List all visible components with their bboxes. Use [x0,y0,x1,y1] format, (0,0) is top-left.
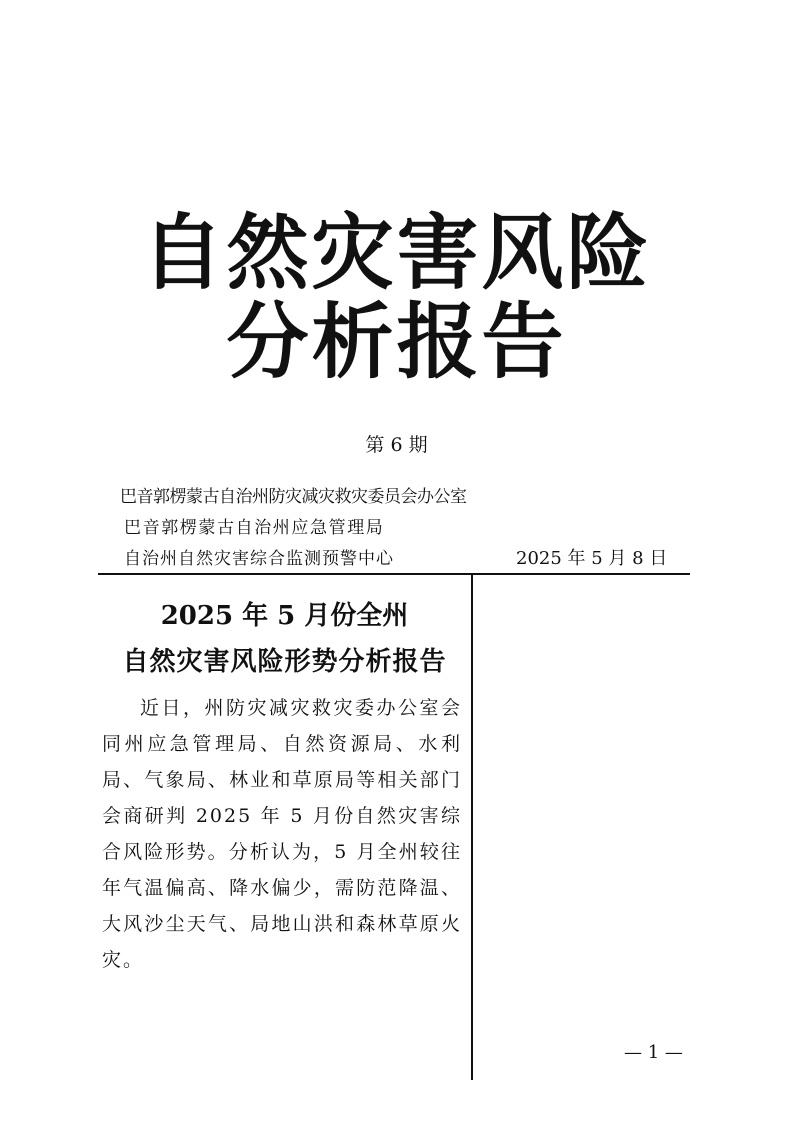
article-title-line-1: 2025 年 5 月份全州 [160,601,409,631]
issuer-line-1: 巴音郭楞蒙古自治州防灾减灾救灾委员会办公室 [120,487,467,507]
masthead-line-1: 自然灾害风险 [141,205,652,301]
issue-date: 2025 年 5 月 8 日 [516,548,668,569]
article-body: 近日，州防灾减灾救灾委办公室会同州应急管理局、自然资源局、水利局、气象局、林业和草原局等相关部门会商研判 2025 年 5 月份自然灾害综合风险形势。分析认为，5 月全州较往年气温偏高、降水偏少，需防范降温、大风沙尘天气、局地山洪和森林草原火灾。 [102,697,462,971]
issuer-line-3: 自治州自然灾害综合监测预警中心 [124,549,394,569]
page-number: — 1 — [624,1042,683,1063]
masthead-line-2: 分析报告 [226,294,567,390]
issuer-line-2: 巴音郭楞蒙古自治州应急管理局 [124,518,385,538]
article-title-line-2: 自然灾害风险形势分析报告 [122,647,447,677]
column-divider [471,575,473,1080]
header-divider [98,573,690,575]
issue-number: 第 6 期 [365,434,428,456]
